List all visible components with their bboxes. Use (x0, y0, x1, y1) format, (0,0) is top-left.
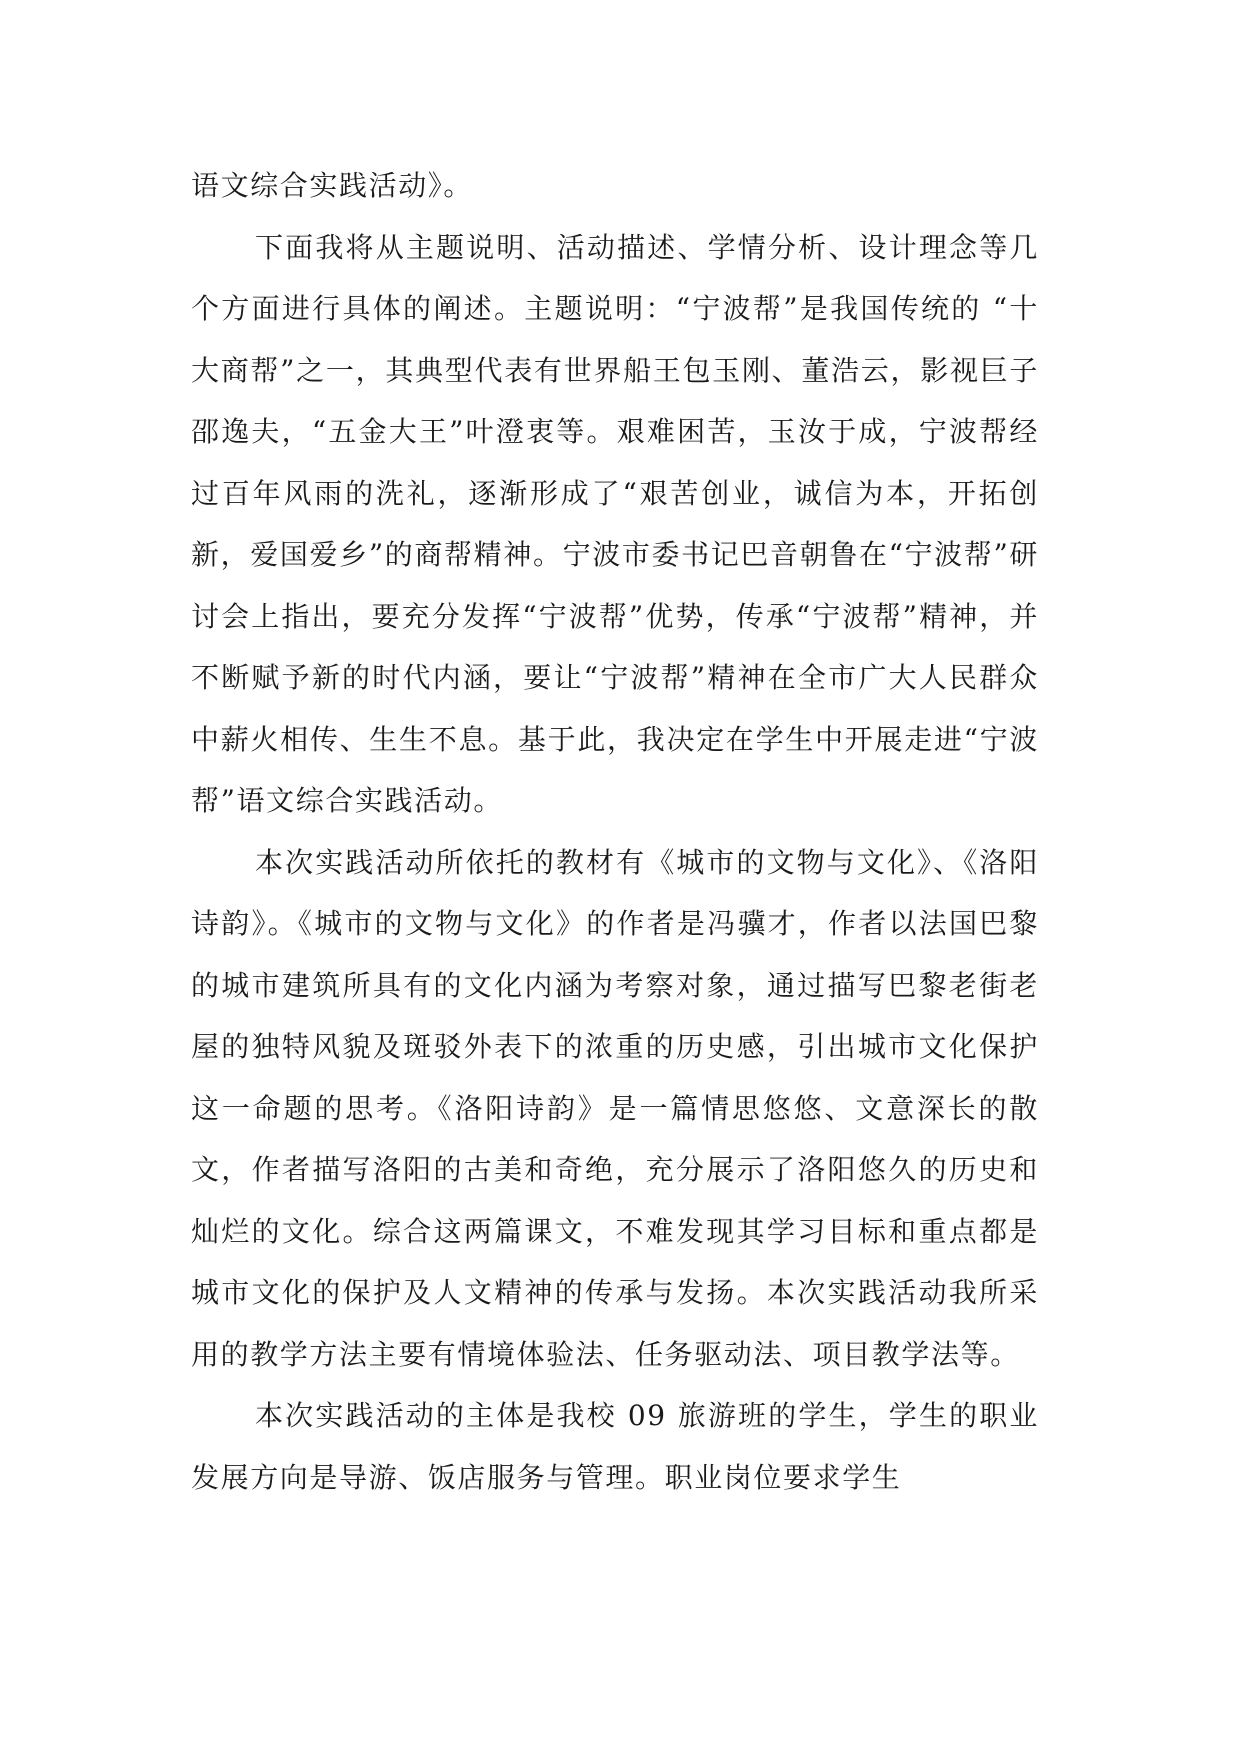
paragraph-continuation: 语文综合实践活动》。 (191, 169, 474, 202)
body-text (191, 155, 1039, 1508)
paragraph-theme-description: 下面我将从主题说明、活动描述、学情分析、设计理念等几个方面进行具体的阐述。主题说明：“宁波帮”是我国传统的 “十大商帮”之一，其典型代表有世界船王包玉刚、董浩云，影视巨子邵逸夫，“五金大王”叶澄衷等。艰难困苦，玉汝于成，宁波帮经过百年风雨的洗礼，逐渐形成了“艰苦创业，诚信为本，开拓创新，爱国爱乡”的商帮精神。宁波市委书记巴音朝鲁在“宁波帮”研讨会上指出，要充分发挥“宁波帮”优势，传承“宁波帮”精神，并不断赋予新的时代内涵，要让“宁波帮”精神在全市广大人民群众中薪火相传、生生不息。基于此，我决定在学生中开展走进“宁波帮”语文综合实践活动。 (191, 230, 1039, 817)
paragraph-student-analysis: 本次实践活动的主体是我校 09 旅游班的学生，学生的职业发展方向是导游、饭店服务与管理。职业岗位要求学生 (191, 1399, 1039, 1494)
paragraph-textbook-analysis: 本次实践活动所依托的教材有《城市的文物与文化》、《洛阳诗韵》。《城市的文物与文化》的作者是冯骥才，作者以法国巴黎的城市建筑所具有的文化内涵为考察对象，通过描写巴黎老街老屋的独特风貌及斑驳外表下的浓重的历史感，引出城市文化保护这一命题的思考。《洛阳诗韵》是一篇情思悠悠、文意深长的散文，作者描写洛阳的古美和奇绝，充分展示了洛阳悠久的历史和灿烂的文化。综合这两篇课文，不难发现其学习目标和重点都是城市文化的保护及人文精神的传承与发扬。本次实践活动我所采用的教学方法主要有情境体验法、任务驱动法、项目教学法等。 (191, 845, 1039, 1371)
